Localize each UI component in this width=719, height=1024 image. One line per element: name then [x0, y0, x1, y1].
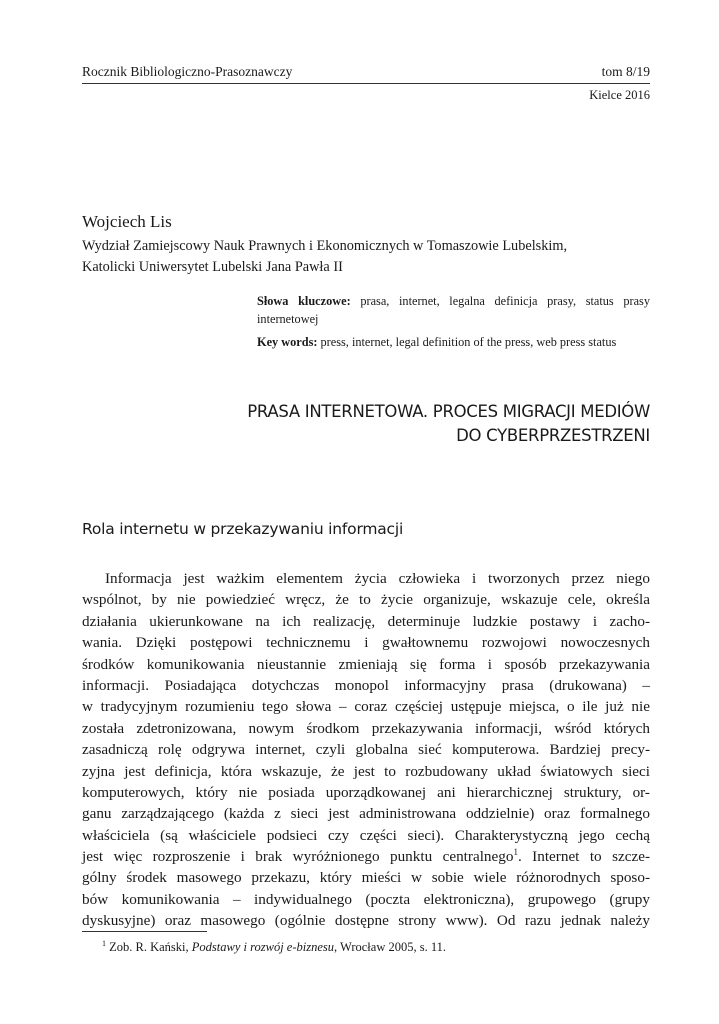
body-line: wania. Dzięki postępowi technicznemu i gwałtownemu rozwojowi nowoczesnych [82, 634, 650, 652]
body-line-text: jest więc rozproszenie i brak wyróżnionego punktu centralnego [82, 848, 514, 866]
keywords-polish-label: Słowa kluczowe: [257, 294, 351, 308]
title-line: PRASA INTERNETOWA. PROCES MIGRACJI MEDIÓW [247, 402, 650, 421]
keywords-polish [257, 292, 650, 328]
keywords-english-text: press, internet, legal definition of the press, web press status [320, 335, 617, 349]
body-line: Informacja jest ważkim elementem życia człowieka i tworzonych przez niego [105, 570, 650, 587]
body-line: właściciela (są właściciele podsieci czy części sieci). Charakterystyczną jego cechą [82, 826, 650, 844]
footnote-book-title: Podstawy i rozwój e-biznesu [191, 940, 335, 954]
footnote-number: 1 [102, 939, 106, 948]
body-paragraph [82, 568, 650, 932]
keywords-block [257, 292, 650, 356]
body-line: dyskusyjne) oraz masowego (ogólnie dostępne strony www). Od razu jednak należy [82, 912, 650, 930]
author-affiliation [82, 236, 650, 277]
author-name: Wojciech Lis [82, 212, 172, 231]
journal-page [82, 0, 650, 1024]
running-head [82, 64, 650, 82]
keywords-polish-text: prasa, internet, legalna definicja prasy, status prasy internetowej [257, 294, 650, 326]
keywords-english-label: Key words: [257, 335, 318, 349]
body-line-text: . Internet to szcze- [517, 848, 650, 866]
footnote-suffix: , Wrocław 2005, s. 11. [334, 940, 446, 954]
journal-name: Rocznik Bibliologiczno-Prasoznawczy [82, 64, 293, 79]
body-line: bów komunikowania – indywidualnego (poczta elektroniczna), grupowego (grupy [82, 890, 650, 908]
affiliation-line: Katolicki Uniwersytet Lubelski Jana Pawła II [82, 258, 343, 275]
affiliation-line: Wydział Zamiejscowy Nauk Prawnych i Ekonomicznych w Tomaszowie Lubelskim, [82, 238, 568, 254]
footnote-reference[interactable]: 1 [513, 847, 518, 858]
article-title [130, 400, 650, 448]
footnote-prefix: Zob. R. Kański, [109, 940, 192, 954]
body-line: ganu zarządzającego (każda z sieci jest administrowana oddzielnie) oraz formalnego [82, 805, 650, 823]
body-line: gólny środek masowego przekazu, który mieści w sobie wiele różnorodnych sposo- [82, 869, 650, 887]
body-line: wspólnot, by nie powiedzieć wręcz, że to życie organizuje, wskazuje cele, określa [82, 591, 650, 609]
body-line: zyjna jest definicja, która wskazuje, że jest to rozbudowany układ światowych sieci [82, 762, 650, 780]
body-line: działania ukierunkowane na ich realizację, determinuje ludzkie postawy i zacho- [82, 612, 650, 630]
body-line: w tradycyjnym rozumieniu tego słowa – coraz częściej ustępuje miejsca, o ile już nie [82, 698, 650, 716]
title-line: DO CYBERPRZESTRZENI [456, 426, 650, 445]
keywords-english [257, 333, 650, 351]
footnote-rule [82, 931, 207, 932]
header-rule [82, 83, 650, 84]
body-line: została zdetronizowana, nowym środkom przekazywania informacji, wśród których [82, 719, 650, 737]
place-year: Kielce 2016 [589, 88, 650, 102]
body-line: zasadniczą rolę odgrywa internet, czyli globalna sieć komputerowa. Bardziej precy- [82, 741, 650, 759]
body-line: środków komunikowania nieustannie zmieniają się forma i sposób przekazywania [82, 655, 650, 673]
body-line [82, 846, 650, 867]
volume-number: tom 8/19 [601, 64, 650, 79]
body-line: informacji. Posiadająca dotychczas monopol informacyjny prasa (drukowana) – [82, 676, 650, 694]
footnote [102, 940, 446, 955]
body-line: komputerowych, który nie posiada uporządkowanej ani hierarchicznej struktury, or- [82, 783, 650, 801]
section-heading: Rola internetu w przekazywaniu informacji [82, 520, 404, 538]
